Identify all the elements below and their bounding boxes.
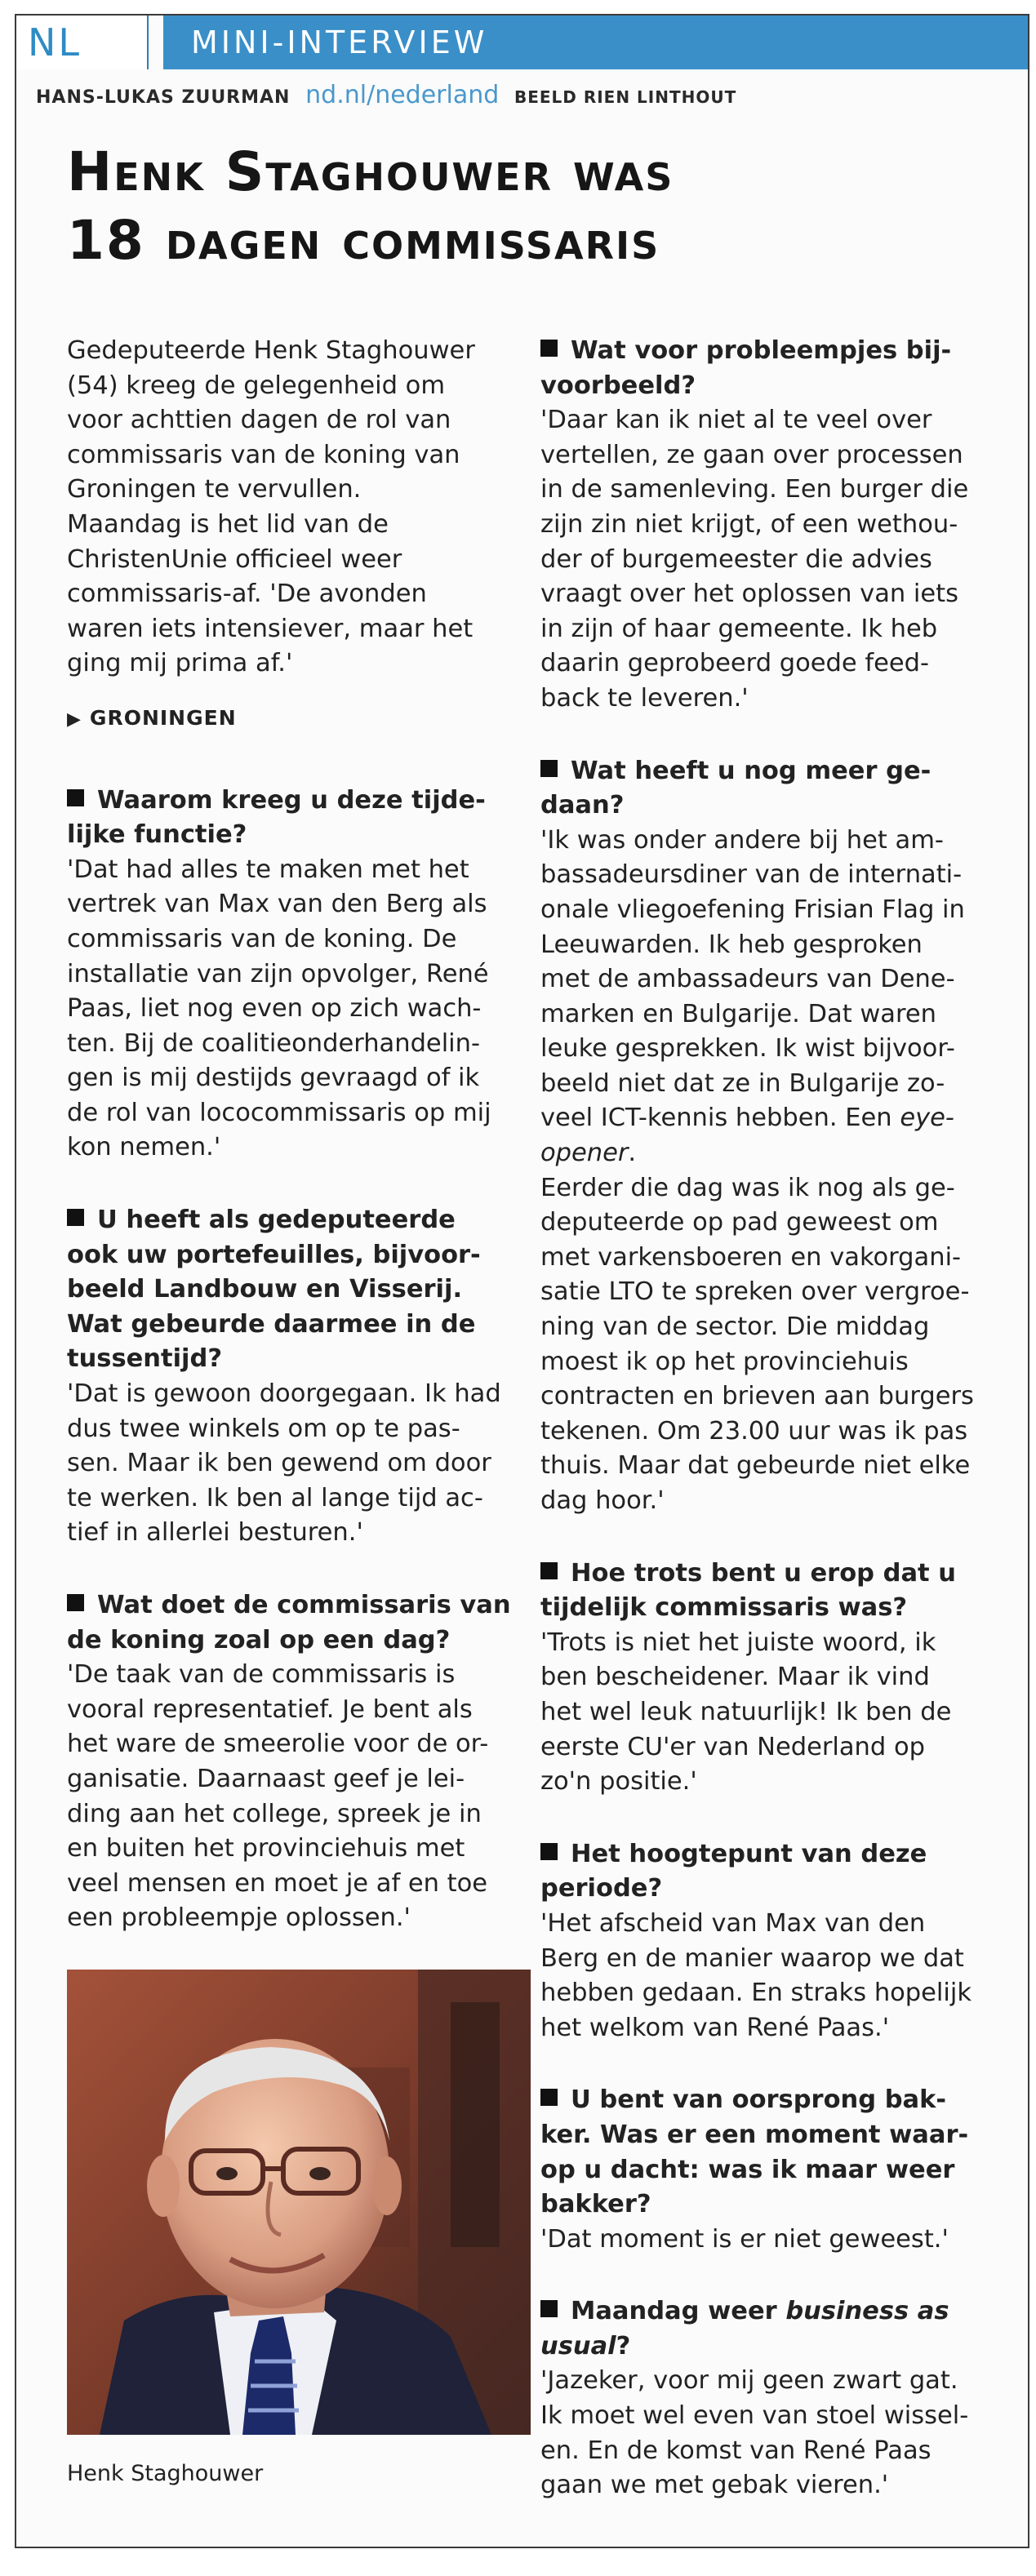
answer: 'Daar kan ik niet al te veel over vertellen, ze gaan over processen in de samenleving. Een burger die zijn zin niet krijgt, of een wethou- der of burgemeester die advies vraagt over het oplossen van iets in zijn of haar gemeente. Ik heb daarin geprobeerd goede feed- back te leveren.' — [540, 406, 969, 713]
location-label — [67, 701, 532, 738]
section-header — [16, 16, 1028, 69]
triangle-icon: ▶ — [67, 708, 82, 730]
square-bullet-icon — [540, 760, 558, 777]
headline — [67, 138, 965, 275]
question-text: U heeft als gedeputeerde ook uw portefeuilles, bijvoor- beeld Landbouw en Visserij. Wat gebeurde daarmee in de tussentijd? — [67, 1206, 481, 1374]
article-link[interactable]: nd.nl/nederland — [305, 81, 500, 109]
answer-continued: Eerder die dag was ik nog als ge- deputeerde op pad geweest om met varkensboeren en vakorgani- satie LTO te spreken over vergroe- ning van de sector. Die middag moest ik op het provinciehuis contracten en brieven aan burgers tekenen. Om 23.00 uur was ik pas thuis. Maar dat gebeurde niet elke dag hoor.' — [540, 1173, 974, 1515]
question — [540, 2294, 1019, 2364]
square-bullet-icon — [67, 789, 84, 806]
article-page — [15, 14, 1029, 2548]
question — [540, 1837, 1019, 1907]
answer: 'Jazeker, voor mij geen zwart gat. Ik moet wel even van stoel wissel- en. En de komst van René Paas gaan we met gebak vieren.' — [540, 2366, 969, 2500]
question — [540, 754, 1019, 824]
author-name: HANS-LUKAS ZUURMAN — [36, 87, 291, 108]
answer: 'Dat moment is er niet geweest.' — [540, 2224, 949, 2254]
answer-text: 'Ik was onder andere bij het am- bassadeursdiner van de internati- onale vliegoefening Frisian Flag in Leeuwarden. Ik heb gesproken met de ambassadeurs van Dene- marken en Bulgarije. Dat waren leuke gesprekken. Ik wist bijvoor- beeld niet dat ze in Bulgarije zo- veel ICT-kennis hebben. Een — [540, 825, 965, 1133]
section-tag: NL — [16, 16, 149, 69]
section-title: MINI-INTERVIEW — [163, 16, 1028, 69]
answer: 'Dat is gewoon doorgegaan. Ik had dus twee winkels om op te pas- sen. Maar ik ben gewend om door te werken. Ik ben al lange tijd ac- tief in allerlei besturen.' — [67, 1379, 501, 1548]
square-bullet-icon — [540, 2089, 558, 2106]
square-bullet-icon — [540, 1843, 558, 1860]
question-text: Het hoogtepunt van deze periode? — [540, 1839, 927, 1903]
photo-credit: BEELD RIEN LINTHOUT — [514, 87, 737, 107]
question-text: Hoe trots bent u erop dat u tijdelijk commissaris was? — [540, 1558, 956, 1623]
question-text: U bent van oorsprong bak- ker. Was er een moment waar- op u dacht: was ik maar weer bakker? — [540, 2085, 969, 2219]
portrait-illustration — [67, 1970, 531, 2435]
answer: 'De taak van de commissaris is vooral representatief. Je bent als het ware de smeerolie voor de or- ganisatie. Daarnaast geef je lei- ding aan het college, spreek je in en buiten het provinciehuis met veel mensen en moet je af en toe een probleempje oplossen.' — [67, 1660, 489, 1933]
question — [67, 784, 532, 853]
square-bullet-icon — [540, 1562, 558, 1579]
right-column — [540, 334, 1019, 2541]
question — [67, 1203, 532, 1377]
question — [540, 2083, 1019, 2222]
question — [540, 1557, 1019, 1626]
photo-caption: Henk Staghouwer — [67, 2461, 264, 2486]
question-text: Wat doet de commissaris van de koning zoal op een dag? — [67, 1591, 511, 1654]
square-bullet-icon — [540, 340, 558, 357]
question-text: Wat heeft u nog meer ge- daan? — [540, 756, 932, 820]
square-bullet-icon — [67, 1594, 84, 1611]
question-emphasis: business as usual — [540, 2297, 949, 2361]
question — [540, 334, 1019, 403]
question-text: Wat voor probleempjes bij- voorbeeld? — [540, 336, 952, 400]
portrait-photo — [67, 1970, 531, 2435]
question-text: Maandag weer — [571, 2297, 786, 2326]
headline-text: Henk Staghouwer was 18 dagen commissaris — [67, 140, 674, 272]
answer: 'Dat had alles te maken met het vertrek van Max van den Berg als commissaris van de koning. De installatie van zijn opvolger, René Paas, liet nog even op zich wach- ten. Bij de coalitieonderhandelin- gen is mij destijds gevraagd of ik de rol van lococommissaris op mij kon nemen.' — [67, 855, 491, 1162]
intro-paragraph: Gedeputeerde Henk Staghouwer (54) kreeg de gelegenheid om voor achttien dagen de rol van commissaris van de koning van Groningen te vervullen. Maandag is het lid van de ChristenUnie officieel weer commissaris-af. 'De avonden waren iets intensiever, maar het ging mij prima af.' — [67, 336, 475, 678]
answer-end: . — [628, 1139, 637, 1168]
answer: 'Het afscheid van Max van den Berg en de manier waarop we dat hebben gedaan. En straks hopelijk het welkom van René Paas.' — [540, 1908, 972, 2042]
question — [67, 1588, 532, 1658]
square-bullet-icon — [540, 2300, 558, 2317]
left-column — [67, 334, 532, 1974]
byline — [36, 81, 1012, 113]
location-text: GRONINGEN — [89, 705, 237, 730]
square-bullet-icon — [67, 1209, 84, 1226]
answer: 'Trots is niet het juiste woord, ik ben bescheidener. Maar ik vind het wel leuk natuurlijk! Ik ben de eerste CU'er van Nederland op zo'n positie.' — [540, 1628, 952, 1797]
question-end: ? — [616, 2331, 631, 2361]
question-text: Waarom kreeg u deze tijde- lijke functie? — [67, 785, 486, 850]
answer — [540, 824, 1019, 1171]
answer-emphasis: eye- opener — [540, 1104, 954, 1168]
